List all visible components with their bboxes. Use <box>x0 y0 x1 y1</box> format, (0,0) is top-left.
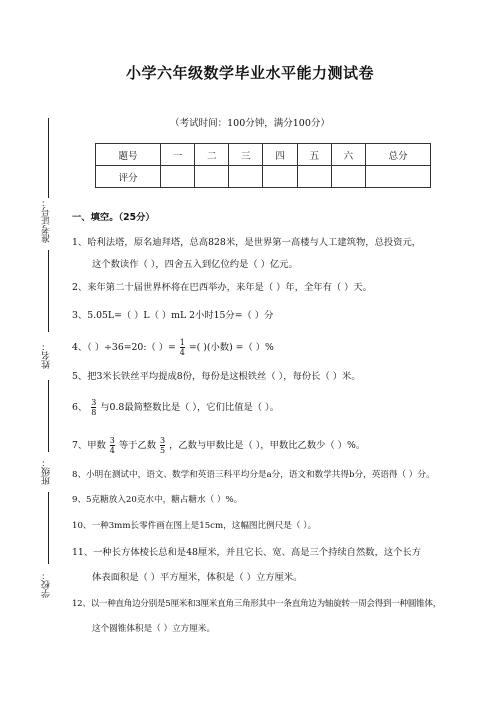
binding-line-1 <box>48 118 49 198</box>
question-8: 8、小明在测试中，语文、数学和英语三科平均分是a分，语文和数学共得b分，英语得（ ）分。 <box>72 470 435 480</box>
exam-info: （考试时间：100分钟，满分100分） <box>170 118 330 129</box>
fraction <box>160 436 165 455</box>
question-11-line-2: 体表面积是（ ）平方厘米，体积是（ ）立方厘米。 <box>92 572 303 583</box>
question-1-line-2: 这个数读作（ ），四舍五入到亿位约是（ ）亿元。 <box>92 259 298 270</box>
question-4-part-a: 4、（ ）÷36=20:（ ）= <box>72 342 176 353</box>
fraction-numerator: 3 <box>91 398 97 407</box>
score-cell: 五 <box>297 144 331 166</box>
score-cell: 总分 <box>365 144 430 166</box>
fraction-denominator: 4 <box>109 446 115 455</box>
fraction-numerator: 3 <box>109 436 115 445</box>
fraction-denominator: 5 <box>160 446 166 455</box>
score-entry[interactable] <box>229 166 263 188</box>
question-4-part-b: =( )(小数) =（ ）% <box>188 342 274 353</box>
question-7-part-c: ，乙数与甲数比是（ ），甲数比乙数少（ ）%。 <box>169 440 366 451</box>
question-7-part-a: 7、甲数 <box>72 440 106 451</box>
score-cell: 三 <box>229 144 263 166</box>
page-title: 小学六年级数学毕业水平能力测试卷 <box>125 64 374 82</box>
fraction <box>180 338 185 357</box>
score-cell: 题号 <box>96 144 161 166</box>
fraction <box>110 436 115 455</box>
class-label: 班级： <box>42 458 52 485</box>
question-1-line-1: 1、哈利法塔，原名迪拜塔，总高828米，是世界第一高楼与人工建筑物，总投资元， <box>72 237 422 248</box>
question-7-part-b: 等于乙数 <box>118 440 157 451</box>
name-label: 姓名： <box>42 342 52 369</box>
question-2: 2、来年第二十届世界杯将在巴西举办，来年是（ ）年，全年有（ ）天。 <box>72 282 373 293</box>
fraction <box>91 398 96 417</box>
score-entry[interactable] <box>263 166 297 188</box>
question-4 <box>72 338 274 357</box>
score-cell: 一 <box>161 144 195 166</box>
score-entry[interactable] <box>161 166 195 188</box>
school-label: 学校： <box>42 571 52 598</box>
fraction-numerator: 1 <box>179 338 185 347</box>
score-cell: 四 <box>263 144 297 166</box>
question-10: 10、一种3mm长零件画在图上是15cm，这幅图比例尺是（ ）。 <box>72 521 317 531</box>
score-entry[interactable] <box>297 166 331 188</box>
exam-no-label: 准考证号： <box>42 198 52 243</box>
question-5: 5、把3米长铁丝平均提成8份，每份是这根铁丝（ ），每份长（ ）米。 <box>72 371 361 382</box>
question-6 <box>72 398 279 417</box>
binding-line-3 <box>48 380 49 452</box>
question-12-line-1: 12、以一种直角边分别是5厘米和3厘米直角三角形其中一条直角边为轴旋转一周会得到一种圆锥体， <box>72 599 442 609</box>
fraction-denominator: 4 <box>179 348 185 357</box>
score-cell: 六 <box>331 144 365 166</box>
binding-line-2 <box>48 250 49 332</box>
fraction-numerator: 3 <box>160 436 166 445</box>
fraction-denominator: 8 <box>91 408 97 417</box>
question-7 <box>72 436 365 455</box>
score-table-score-row <box>96 166 431 188</box>
binding-line-4 <box>48 492 49 564</box>
score-cell: 二 <box>195 144 229 166</box>
question-6-part-b: 与0.8最简整数比是（ ），它们比值是（ ）。 <box>100 402 279 413</box>
question-3: 3、5.05L=（ ）L（ ）mL 2小时15分=（ ）分 <box>72 310 274 321</box>
score-cell: 评分 <box>96 166 161 188</box>
score-entry[interactable] <box>365 166 430 188</box>
question-11-line-1: 11、一种长方体棱长总和是48厘米，并且它长、宽、高是三个持续自然数，这个长方 <box>72 547 422 558</box>
section-heading: 一、填空。（25分） <box>72 212 155 223</box>
score-entry[interactable] <box>331 166 365 188</box>
score-table-header-row <box>96 144 431 166</box>
question-6-part-a: 6、 <box>72 402 88 413</box>
question-12-line-2: 这个圆锥体积是（ ）立方厘米。 <box>92 624 216 634</box>
question-9: 9、5克糖放入20克水中，糖占糖水（ ）%。 <box>72 495 243 505</box>
score-table <box>95 143 431 188</box>
score-entry[interactable] <box>195 166 229 188</box>
